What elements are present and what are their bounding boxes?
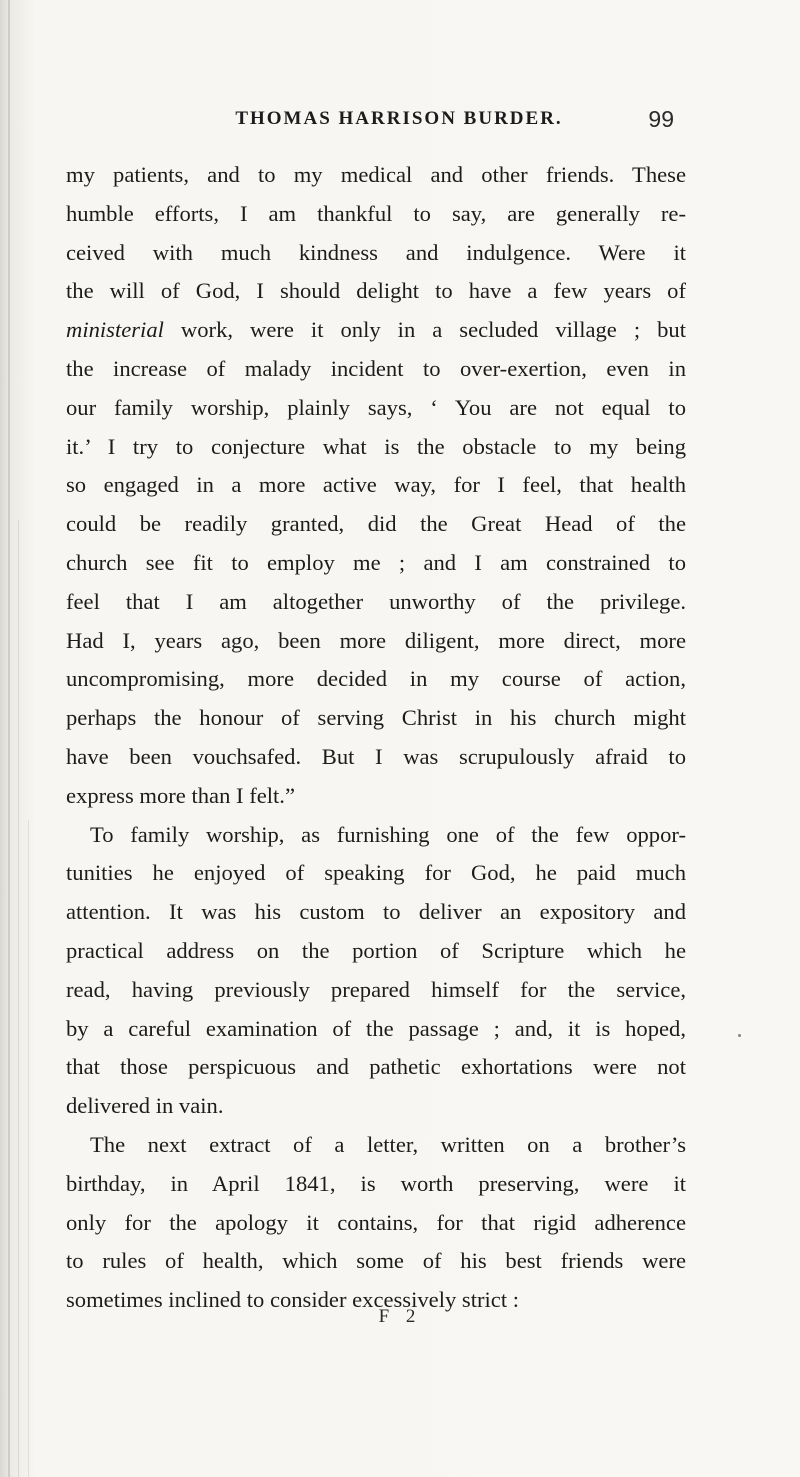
text-line: could be readily granted, did the Great Head of the	[66, 511, 686, 537]
signature-mark: F 2	[378, 1306, 422, 1327]
text-line: the will of God, I should delight to have a few years of	[66, 278, 686, 304]
text-line: read, having previously prepared himself for the service,	[66, 976, 686, 1002]
text-line: to rules of health, which some of his best friends were	[66, 1248, 686, 1274]
text-line: only for the apology it contains, for that rigid adherence	[66, 1209, 686, 1235]
text-line: feel that I am altogether unworthy of the privilege.	[66, 588, 686, 614]
italic-word: ministerial	[66, 317, 164, 343]
text-line: perhaps the honour of serving Christ in his church might	[66, 705, 686, 731]
text-line: my patients, and to my medical and other friends. These	[66, 162, 686, 187]
text-line: sometimes inclined to consider excessively strict :	[66, 1287, 520, 1313]
text-line: the increase of malady incident to over-exertion, even in	[66, 355, 686, 381]
text-line: uncompromising, more decided in my course of action,	[66, 666, 686, 692]
text-line: The next extract of a letter, written on a brother’s	[90, 1131, 686, 1157]
text-line: delivered in vain.	[66, 1093, 224, 1119]
text-line: that those perspicuous and pathetic exhortations were not	[66, 1054, 686, 1080]
text-line: by a careful examination of the passage ; and, it is hoped,	[66, 1015, 686, 1041]
text-line: it.’ I try to conjecture what is the obstacle to my being	[66, 433, 686, 459]
text-line: tunities he enjoyed of speaking for God, he paid much	[66, 860, 686, 886]
text-line: church see fit to employ me ; and I am constrained to	[66, 549, 686, 575]
body-text	[66, 156, 686, 1320]
running-head: THOMAS HARRISON BURDER.	[235, 108, 563, 129]
gutter-shadow	[18, 520, 19, 1477]
text-line: attention. It was his custom to deliver an expository and	[66, 899, 686, 925]
page-header	[0, 106, 800, 142]
text-line: Had I, years ago, been more diligent, more direct, more	[66, 627, 686, 653]
gutter-shadow	[8, 0, 10, 1477]
gutter-shadow	[28, 820, 29, 1477]
text-line: practical address on the portion of Scripture which he	[66, 937, 686, 963]
text-segment: work, were it only in a secluded village ; but	[163, 317, 686, 343]
text-line: so engaged in a more active way, for I feel, that health	[66, 472, 686, 498]
text-line: humble efforts, I am thankful to say, are generally re-	[66, 200, 686, 226]
text-line: To family worship, as furnishing one of the few oppor-	[90, 821, 686, 847]
text-line: have been vouchsafed. But I was scrupulously afraid to	[66, 743, 686, 769]
text-line: our family worship, plainly says, ‘ You are not equal to	[66, 394, 686, 420]
text-line: express more than I felt.”	[66, 782, 295, 808]
text-line: ceived with much kindness and indulgence. Were it	[66, 239, 686, 265]
text-line: birthday, in April 1841, is worth preserving, were it	[66, 1170, 686, 1196]
text-line	[66, 311, 686, 350]
paper-speck	[738, 1034, 741, 1037]
page-number: 99	[648, 106, 674, 132]
